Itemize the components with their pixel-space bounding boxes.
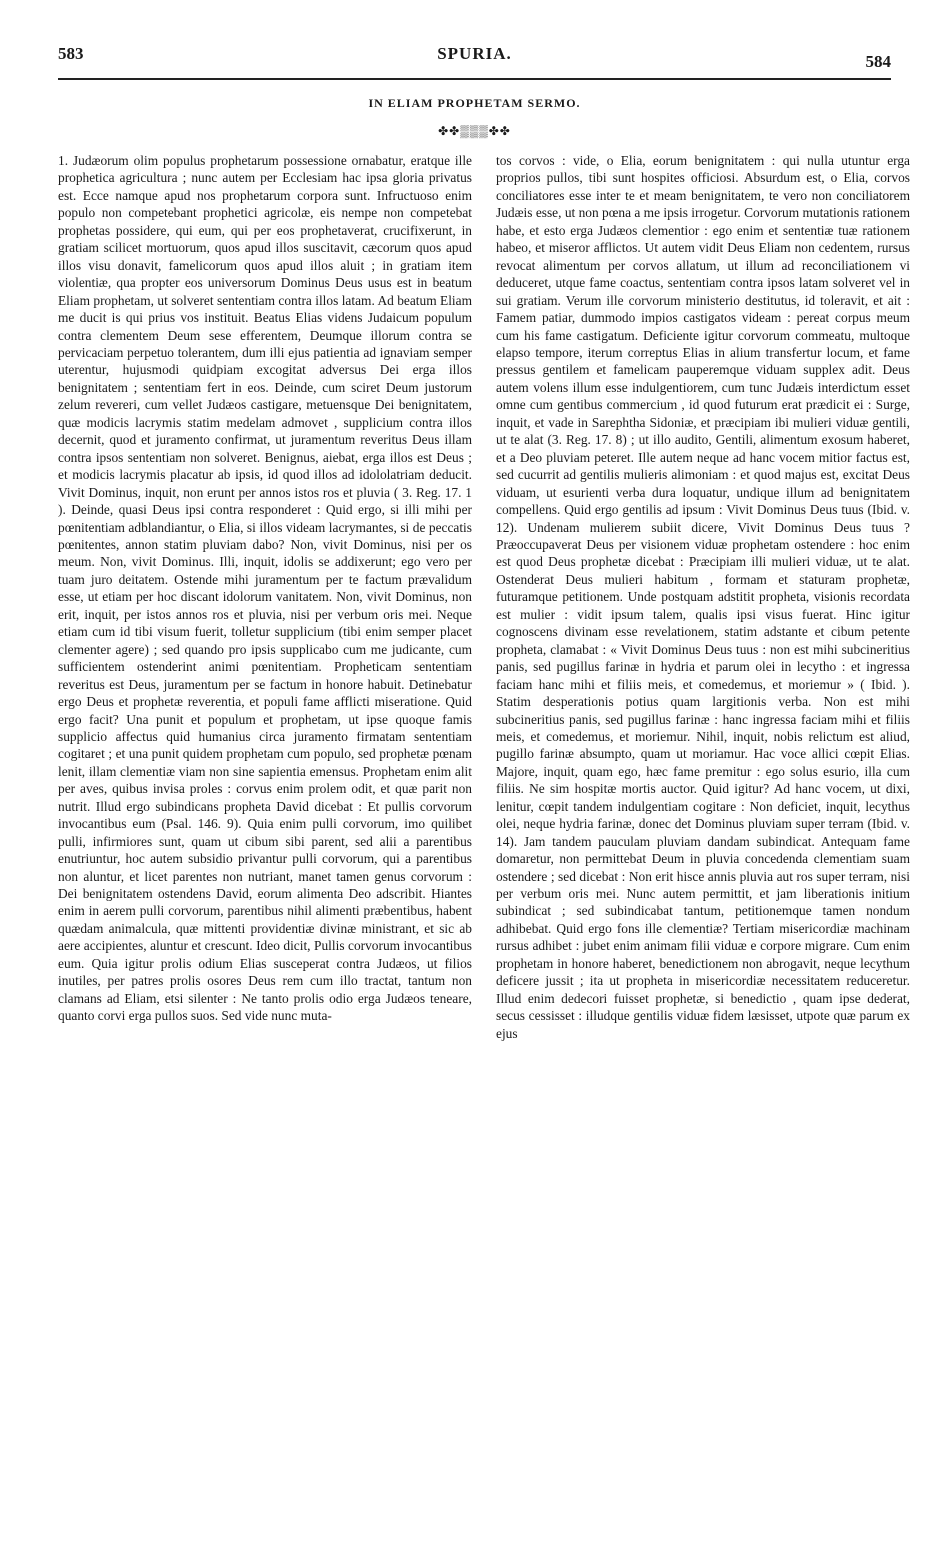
sermon-title: IN ELIAM PROPHETAM SERMO. [368, 96, 581, 110]
running-title: SPURIA. [437, 44, 512, 63]
text-column-left [58, 152, 472, 1025]
paragraph: tos corvos : vide, o Elia, eorum benignitatem : qui nulla utuntur erga proprios pullos, tibi sunt hospites officiosi. Absurdum est, o Elia, corvos conciliatores esse inter te et meam benignitatem, te vero non conciliatorem Judæis esse, ut non pœna a me ipsis irrogetur. Corvorum mutationis rationem habe, et esto erga Judæos clementior : ego enim et sententiæ tuæ rationem habeo, et miseror afflictos. Ut autem vidit Deus Eliam non cedentem, rursus revocat alimentum per corvos allatum, ut illum ad reconciliationem vi deduceret, utque fame coactus, sententiam contra ipsos latam solveret vel in sui gratiam. Verum ille corvorum ministerio destitutus, id toleravit, et ait : Famem patiar, dummodo impios castigatos videam : pereat corpus meum cum his fame castigatum. Deficiente igitur corvorum commeatu, multoque elapso tempore, iterum correptus Elias in alium transfertur locum, et fame pressus gentilem et famelicam pauperemque viduam supplex adit. Deus autem volens illum esse indulgentiorem, cum tunc Judæis interdictum esset omne cum gentibus commercium , id quod futurum erat prædicit ei : Surge, inquit, et vade in Sarephtha Sidoniæ, et præcipiam ibi mulieri viduæ gentili, ut te alat (3. Reg. 17. 8) ; ut illo audito, Gentili, alimentum exosum haberet, et a Deo pluviam peteret. Ille autem neque ad hanc vocem mitior factus est, sed cucurrit ad gentilis mulieris alimoniam : et quod majus est, excitat Deus viduam, ut esurienti verba dura loquatur, undique illum ad benignitatem compellens. Quid ergo gentilis ad ipsum : Vivit Dominus Deus tuus (Ibid. v. 12). Undenam mulierem subiit dicere, Vivit Dominus Deus tuus ? Præoccupaverat Deus per visionem viduæ prophetam ostendere : hoc enim est quod Deus prophetæ dicebat : Præcipiam illi mulieri viduæ, ut te alat. Ostenderat Deus mulieri habitum , formam et staturam prophetæ, futuramque petitionem. Unde postquam adstitit propheta, visionis recordata est mulier : vidit ipsum talem, qualis ipsi visus fuerat. Hinc igitur cognoscens divinam esse revelationem, statim adstante et cibum petente propheta, clamabat : « Vivit Dominus Deus tuus : non est mihi subcineritius panis, sed pugillus farinæ in hydria et parum olei in lecytho : et ingressa faciam hanc mihi et filiis meis, et comedemus, et moriemur » ( Ibid. ). Statim desperationis potius quam largitionis verba. Non est mihi subcineritius panis, sed pugillus farinæ : hanc ingressa faciam mihi et filiis meis, et comedemus, et moriemur. Nihil, inquit, nobis relictum est aliud, pugillo farinæ absumpto, quam ut moriamur. Hac voce allici cœpit Elias. Majore, inquit, quam ego, hæc fame premitur : ego solus esurio, illa cum filiis. Ne sim hospitæ mortis auctor. Quid igitur? Ad hanc vocem, ut dixi, lenitur, cœpit tandem indulgentiam cogitare : Non deficiet, inquit, lecythus olei, neque hydria farinæ, donec det Dominus pluviam super terram (Ibid. v. 14). Jam tandem pauculam pluviam dandam subindicat. Antequam fame domaretur, non permittebat Deum in pluvia concedenda clementiam suam ostendere ; sed dicebat : Non erit hisce annis pluvia aut ros super terram, nisi per verbum oris mei. Nunc autem permittit, et jam liberationis initium subindicat ; sed subindicabat tantum, petitionemque tamen nondum adhibebat. Quid ergo fons ille clementiæ? Tertiam misericordiæ machinam rursus adhibet : jubet enim animam filii viduæ e corpore migrare. Cum enim prophetam in honore haberet, benedictionem non abrogavit, neque lecythum deficere jussit ; ita ut propheta in misericordiæ necessitatem reduceretur. Illud enim dedecori fuisset prophetæ, si benedictio , quam ipse dederat, secus cessisset : illudque gentilis viduæ fidem læsisset, utpote quæ parum ex ejus [496, 153, 910, 1041]
text-column-right [496, 152, 910, 1042]
ornament-divider: ✤✤▒▒▒✤✤ [438, 124, 511, 138]
page-number-left: 583 [58, 44, 84, 63]
page-number-right: 584 [865, 52, 891, 71]
running-header [58, 42, 891, 70]
header-rule [58, 78, 891, 80]
paragraph: 1. Judæorum olim populus prophetarum possessione ornabatur, eratque ille prophetica agricultura ; nunc autem per Ecclesiam hac ipsa gloria privatus est. Ecce namque apud nos prophetarum corpora sunt. Infructuoso enim populo non competebant prophetici agricolæ, eis nempe non competebat prophetas possidere, qui eum, qui per eos prophetaverat, crucifixerunt, in gratiam scilicet mortuorum, quos apud illos suscitavit, cæcorum quos apud illos visu donavit, famelicorum quos apud illos aluit ; in gratiam item violentiæ, qua propter eos universorum Dominus Deus usus est in beatum Eliam prophetam, ut solveret sententiam contra illos latam. Ad beatum Eliam me ducit is qui prius vos instituit. Beatus Elias videns Judaicum populum contra clementem Deum sese efferentem, Deumque illorum contra se pervicaciam perpetuo tolerantem, dum illi ejus patientia ad ignaviam semper uterentur, hujusmodi quidpiam excogitat adversus Dei erga illos benignitatem ; sententiam fert in eos. Deinde, cum sciret Deum justorum zelum revereri, cum vellet Judæos castigare, metuensque Dei benignitatem, quæ modicis lacrymis statim medelam admovet , supplicium contra illos decernit, quod et juramento confirmat, ut juramentum reveritus Deus illam contra ipsos sententiam non solveret. Benignus, aiebat, erga illos est Deus ; et modicis lacrymis placatur ab ipsis, id quod illos ad idololatriam deducit. Vivit Dominus, inquit, non erunt per annos istos ros et pluvia ( 3. Reg. 17. 1 ). Deinde, quasi Deus ipsi contra responderet : Quid ergo, si illi mihi per pœnitentiam adblandiantur, o Elia, si illos videam lacrymantes, si de peccatis pœnitentes, annon statim pluviam dabo? Non, vivit Dominus, nisi per os meum. Non, vivit Dominus. Illi, inquit, idolis se addixerunt; ego vero per tuam juro deitatem. Ostende mihi juramentum per te factum prævalidum esse, ut etiam per hoc discant idolorum vanitatem. Non, vivit Dominus, non erit, inquit, per istos annos ros et pluvia, nisi per verbum oris mei. Neque etiam cum id tibi visum fuerit, tolletur supplicium (tibi enim semper placet clementer agere) ; sed quando pro ipsis supplicabo cum me judicante, cum sufficientem ostenderint animi pœnitentiam. Propheticam sententiam reveritus est Deus, juramentum per se factum in honore habuit. Detinebatur ergo Deus et prophetæ reverentia, et populi fame afflicti miseratione. Quid ergo facit? Una punit et populum et prophetam, ut ipse quoque famis supplicio affectus quid humanius circa juramento firmatam sententiam cogitaret ; et una punit quidem prophetam cum populo, sed prophetæ pœnam lenit, illam clementiæ viam non sine sapientia emensus. Prophetam enim alit per aves, quibus invisa proles : corvus enim prolem odit, et quæ parit non nutrit. Illud ergo subindicans propheta David dicebat : Et pullis corvorum invocantibus eum (Psal. 146. 9). Quia enim pulli corvorum, imo quilibet pulli, infirmiores sunt, quam ut cibum sibi parent, sed alii a parentibus enutriuntur, hoc autem subsidio privantur pulli corvorum, qui a parentibus non aluntur, et licet parentes non nutriant, manet tamen genus corvorum : Dei benignitatem ostendens David, eorum alimenta Deo adscribit. Hiantes enim in aerem pulli corvorum, parentibus nihil alimenti præbentibus, habent quædam animalcula, quæ mittenti providentiæ divinæ ministrant, et sic ab aere accipientes, aluntur et crescunt. Ideo dicit, Pullis corvorum invocantibus eum. Quia igitur prolis odium Elias susceperat contra Judæos, ut filios inutiles, per patres prolis osores Deus rem cum illo tractat, tantum non clamans ad Eliam, etsi silenter : Ne tanto prolis odio erga Judæos teneare, quanto corvi erga pullos suos. Sed vide nunc muta- [58, 153, 472, 1024]
